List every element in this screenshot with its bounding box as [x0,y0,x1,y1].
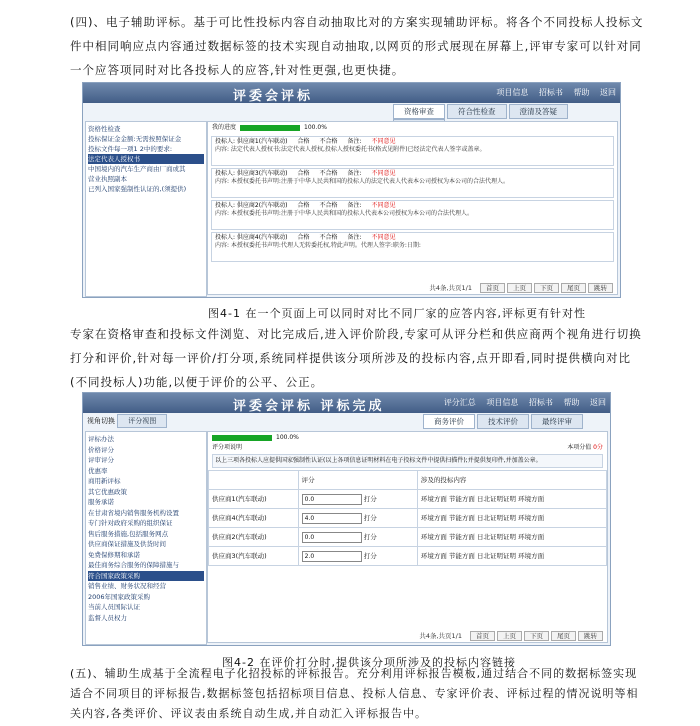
bidder-name: 供应商2(汽车联动) [209,528,299,547]
bidder-name: 投标人: 供应商4(汽车联动) [215,234,288,241]
content-link[interactable]: 节能方面 [448,514,475,522]
content-link[interactable]: 环境方面 [518,533,545,541]
score-input[interactable]: 0.0 [302,532,362,543]
pager [419,632,603,640]
content-links [417,528,606,547]
screenshot-scoring [82,392,611,646]
content-links [417,547,606,566]
tree-item[interactable]: 当前人员国际认证 [88,603,140,611]
score-button[interactable]: 打分 [363,513,377,522]
content-link[interactable]: 日北证明证明 [476,552,516,560]
app-banner [83,393,610,413]
score-input[interactable]: 4.0 [302,513,362,524]
progress-value: 100.0% [304,124,327,131]
nav-tender-doc[interactable]: 招标书 [528,398,553,407]
view-switch [87,414,169,428]
tree-item[interactable]: 售后服务措施,包括服务网点 [88,529,169,538]
progress-label: 我的进度 [212,124,237,131]
nav-help[interactable]: 帮助 [573,88,590,97]
nav-back[interactable]: 返回 [600,88,616,97]
bidder-card [211,232,614,262]
tree-item[interactable]: 服务承诺 [88,498,114,506]
card-content: 内容: 本授权委托书声明:代理人无转委托权,特此声明。代理人签字:职务:日期: [215,242,421,249]
stage-tabs [393,104,620,118]
bidder-name: 投标人: 供应商2(汽车联动) [215,202,288,209]
content-link[interactable]: 节能方面 [448,533,475,541]
score-button[interactable]: 打分 [363,551,377,560]
app-title: 评委会评标 评标完成 [233,399,385,414]
tree-item[interactable]: 中国境内的汽车生产商由厂商或其 [88,165,186,173]
tree-item-selected[interactable]: 法定代表人授权书 [88,154,204,164]
content-link[interactable]: 日北证明证明 [476,514,516,522]
content-link[interactable]: 环境方面 [420,514,447,522]
content-links [417,490,606,509]
prev-page-button[interactable]: 上页 [507,283,532,293]
col-header [209,471,299,490]
content-link[interactable]: 节能方面 [448,495,475,503]
score-input[interactable]: 2.0 [302,551,362,562]
note-label: 备注: [347,234,362,241]
tree-item[interactable]: 投标保证金金额:无需按照保证金 [88,135,182,143]
tree-item[interactable]: 最佳商务综合服务的保障措施与 [88,561,179,569]
tab-technical[interactable]: 技术评价 [477,414,529,429]
tab-business[interactable]: 商务评价 [423,414,475,429]
paragraph-report: (五)、辅助生成基于全流程电子化招投标的评标报告。充分利用评标报告模板,通过结合不同的数据标签实现适合不同项目的评标报告,数据标签包括招标项目信息、投标人信息、专家评价表、评标过程的情况说明等相关内容,各类评价、评议表由系统自动生成,并自动汇入评标报告中。 [70,667,639,720]
bidder-card [211,136,614,166]
bidder-name: 投标人: 供应商1(汽车联动) [215,138,288,145]
tree-item[interactable]: 营业执照副本 [88,175,127,183]
note-label: 备注: [347,138,362,145]
progress-bar [212,435,272,441]
fail-radio[interactable]: 不合格 [319,234,338,241]
tree-item[interactable]: 已列入国家强制性认证的,(须提供) [88,185,187,193]
score-button[interactable]: 打分 [363,532,377,541]
content-link[interactable]: 环境方面 [420,552,447,560]
score-max-label: 本项分值 [567,444,592,451]
tree-item[interactable]: 供应商保证措施及供货时间 [88,540,166,548]
tab-final-review[interactable]: 最终评审 [531,414,583,429]
tree-item-selected[interactable]: 符合国家政策采购 [88,571,204,582]
table-row [209,547,607,566]
content-link[interactable]: 环境方面 [420,495,447,503]
tree-item[interactable]: 投标文件每一项1 2中的要求: [88,145,173,153]
tree-item[interactable]: 商用新评标 [88,477,121,485]
jump-button[interactable]: 跳转 [578,631,603,641]
screenshot-evaluation-compare [82,82,621,298]
tree-item[interactable]: 在甘肃省境内销售服务机构设置 [88,508,179,517]
last-page-button[interactable]: 尾页 [561,283,586,293]
next-page-button[interactable]: 下页 [524,631,549,641]
table-row [209,509,607,528]
tab-compliance[interactable]: 符合性检查 [447,104,507,119]
tree-item[interactable]: 销售业绩、财务状况和经营 [88,582,166,590]
nav-tender-doc[interactable]: 招标书 [538,88,563,97]
table-row [209,490,607,509]
tree-item[interactable]: 评审评分 [88,456,114,464]
tree-item[interactable]: 监督人员权力 [88,613,127,622]
tree-item[interactable]: 优惠率 [88,466,108,475]
content-link[interactable]: 节能方面 [448,552,475,560]
progress-bar [240,125,300,131]
fail-radio[interactable]: 不合格 [319,138,338,145]
bidder-name: 供应商4(汽车联动) [209,509,299,528]
pager-info: 共4条,共页1/1 [429,284,472,292]
card-content: 内容: 本授权委托书声明:注册于中华人民共和国的投标人的法定代表人代表本公司授权为本公司的合法代理人。 [215,178,509,185]
fail-radio[interactable]: 不合格 [319,202,338,209]
figure-caption-1: 图4-1 在一个页面上可以同时对比不同厂家的应答内容,评标更有针对性 [208,307,586,320]
note-label: 备注: [347,202,362,209]
next-page-button[interactable]: 下页 [534,283,559,293]
tab-clarification[interactable]: 澄清及答疑 [509,104,569,119]
nav-score-summary[interactable]: 评分汇总 [443,398,476,407]
score-button[interactable]: 打分 [363,494,377,503]
pass-radio[interactable]: 合格 [297,202,310,209]
paragraph-electronic-evaluation: (四)、电子辅助评标。基于可比性投标内容自动抽取比对的方案实现辅助评标。将各个不同投标人投标文件中相同响应点内容通过数据标签的技术实现自动抽取,以网页的形式展现在屏幕上,评审专家可以针对同一个应答项同时对比各投标人的应答,针对性更强,也更快捷。 [70,15,644,77]
fail-radio[interactable]: 不合格 [319,170,338,177]
bidder-name: 供应商3(汽车联动) [209,547,299,566]
bidder-name: 投标人: 供应商3(汽车联动) [215,170,288,177]
tree-item[interactable]: 价格评分 [88,445,114,454]
pager-info: 共4条,共页1/1 [419,632,462,640]
dissent-link[interactable]: 不同意见 [371,202,396,209]
scoring-tree [85,431,207,645]
content-link[interactable]: 环境方面 [420,533,447,541]
progress [208,122,617,134]
stage-tabs [423,414,585,428]
dissent-link[interactable]: 不同意见 [371,170,396,177]
scoring-panel [207,431,608,643]
tree-item[interactable]: 免费保修期和承诺 [88,550,140,559]
pass-radio[interactable]: 合格 [297,170,310,177]
prev-page-button[interactable]: 上页 [497,631,522,641]
nav-project-info[interactable]: 项目信息 [486,398,519,407]
first-page-button[interactable]: 首页 [470,631,495,641]
app-title: 评委会评标 [233,89,314,104]
col-header: 评分 [298,471,417,490]
tree-item[interactable]: 其它优惠政策 [88,487,127,496]
pass-radio[interactable]: 合格 [297,138,310,145]
compare-panel [207,121,618,295]
content-links [417,509,606,528]
view-select[interactable]: 评分视图 [117,414,167,428]
tab-qualification[interactable]: 资格审查 [393,104,445,119]
nav-help[interactable]: 帮助 [563,398,580,407]
col-header: 涉及的投标内容 [417,471,606,490]
section-title: 评分项说明 [212,444,243,451]
content-link[interactable]: 环境方面 [518,495,545,503]
figure-caption-2: 图4-2 在评价打分时,提供该分项所涉及的投标内容链接 [222,656,516,669]
score-input[interactable]: 0.0 [302,494,362,505]
top-nav [436,397,606,408]
tree-item[interactable]: 专门针对政府采购的组织保证 [88,519,173,527]
pass-radio[interactable]: 合格 [297,234,310,241]
score-max-value: 0分 [593,444,603,451]
view-switch-label: 视角切换 [87,417,115,425]
dissent-link[interactable]: 不同意见 [371,138,396,145]
checklist-tree [85,121,207,297]
card-content: 内容: 本授权委托书声明:注册于中华人民共和国的投标人代表本公司授权为本公司的合法代理人。 [215,210,473,217]
dissent-link[interactable]: 不同意见 [371,234,396,241]
content-link[interactable]: 环境方面 [518,552,545,560]
bidder-card [211,200,614,230]
content-link[interactable]: 日北证明证明 [476,495,516,503]
content-link[interactable]: 环境方面 [518,514,545,522]
first-page-button[interactable]: 首页 [480,283,505,293]
card-content: 内容: 法定代表人授权书;法定代表人授权,投标人授权委托书(格式见附件)已经法定代表人签字或盖章。 [215,146,486,153]
table-row [209,528,607,547]
nav-project-info[interactable]: 项目信息 [496,88,529,97]
top-nav [488,87,616,98]
bidder-name: 供应商1(汽车联动) [209,490,299,509]
score-max-wrap [567,444,603,452]
app-banner [83,83,620,103]
content-link[interactable]: 日北证明证明 [476,533,516,541]
tree-item[interactable]: 2006年国家政策采购 [88,592,151,601]
progress-value: 100.0% [276,434,299,441]
bidder-card [211,168,614,198]
last-page-button[interactable]: 尾页 [551,631,576,641]
paragraph-scoring: 专家在资格审查和投标文件浏览、对比完成后,进入评价阶段,专家可从评分栏和供应商两个视角进行切换打分和评价,针对每一评价/打分项,系统同样提供该分项所涉及的投标内容,点开即看,同时提供横向对比(不同投标人)功能,以便于评价的公平、公正。 [70,327,642,389]
nav-back[interactable]: 返回 [590,398,606,407]
jump-button[interactable]: 跳转 [588,283,613,293]
scoring-instruction: 以上三项各投标人应提供国家强制性认证(以上各项信息证明材料在电子投标文件中提供扫描件);并提供复印件,并加盖公章。 [212,454,603,468]
progress [208,432,607,444]
note-label: 备注: [347,170,362,177]
score-table [208,470,607,566]
pager [429,284,613,292]
tree-item[interactable]: 资格性检查 [88,125,121,133]
tree-item[interactable]: 评标办法 [88,435,114,443]
